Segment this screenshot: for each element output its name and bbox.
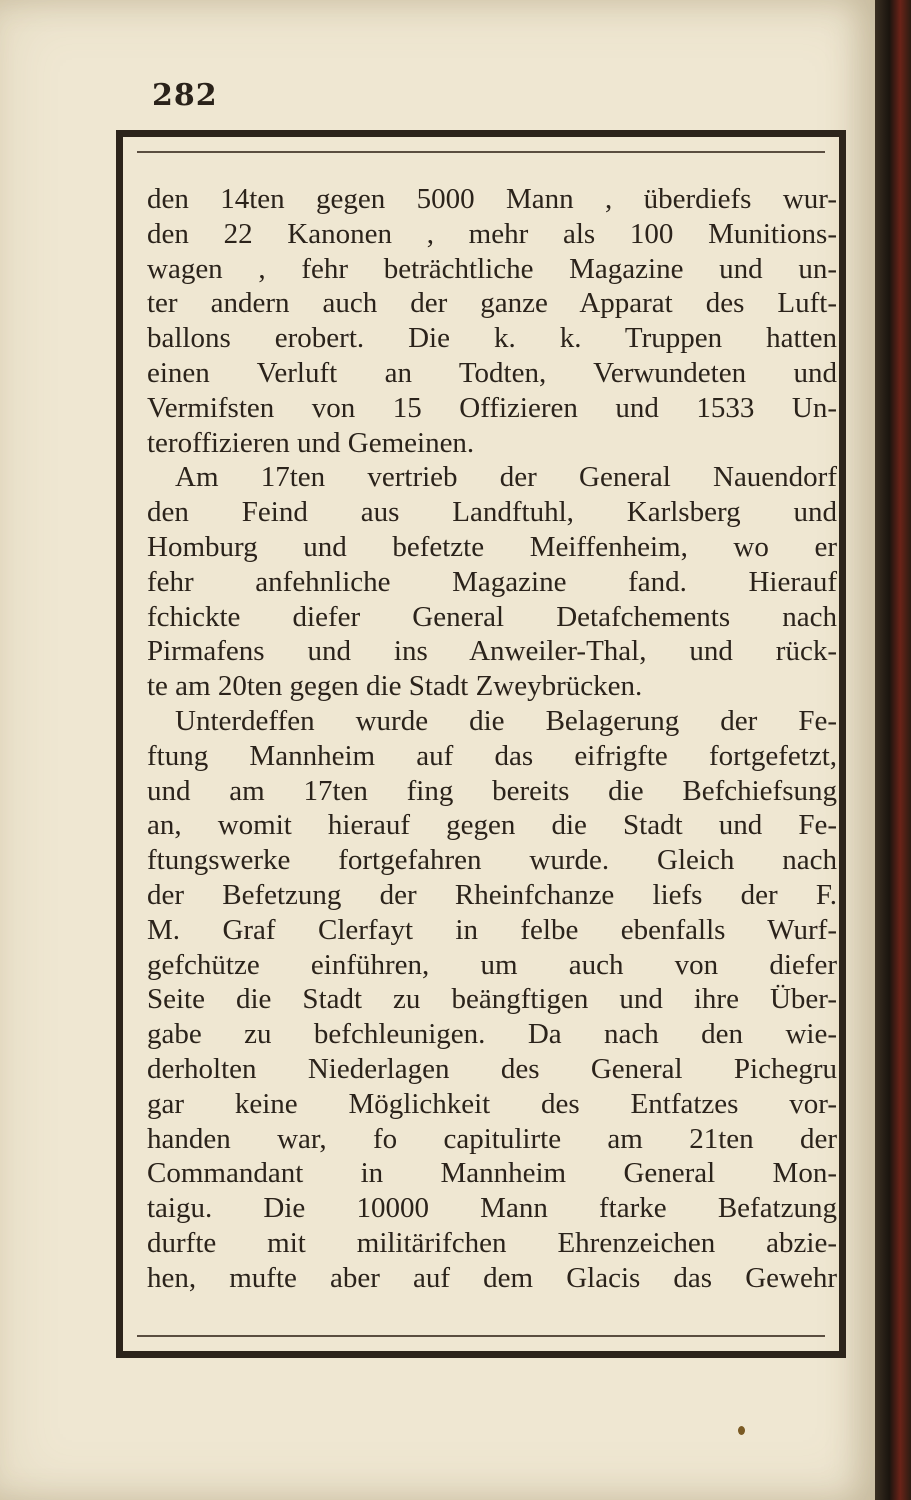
book-spine-edge: [875, 0, 911, 1500]
text-line: Homburg und befetzte Meiffenheim, wo er: [147, 530, 837, 563]
ink-spot: [738, 1426, 745, 1435]
text-line: Am 17ten vertrieb der General Nauendorf: [175, 461, 837, 494]
page-number: 282: [152, 78, 218, 113]
text-line: gabe zu befchleunigen. Da nach den wie-: [147, 1018, 837, 1051]
text-line: gefchütze einführen, um auch von diefer: [147, 948, 837, 981]
text-line: den Feind aus Landftuhl, Karlsberg und: [147, 496, 837, 529]
text-line: durfte mit militärifchen Ehrenzeichen abzie-: [147, 1226, 837, 1259]
text-line: derholten Niederlagen des General Pichegru: [147, 1052, 837, 1085]
text-line: den 14ten gegen 5000 Mann , überdiefs wur-: [147, 183, 837, 215]
text-line: te am 20ten gegen die Stadt Zweybrücken.: [147, 670, 643, 703]
text-line: Commandant in Mannheim General Mon-: [147, 1157, 837, 1190]
text-line: an, womit hierauf gegen die Stadt und Fe-: [147, 809, 837, 842]
text-line: Vermifsten von 15 Offizieren und 1533 Un-: [147, 391, 837, 424]
text-line: ftung Mannheim auf das eifrigfte fortgefetzt,: [147, 739, 837, 772]
text-line: hen, mufte aber auf dem Glacis das Gewehr: [147, 1261, 837, 1294]
text-line: ballons erobert. Die k. k. Truppen hatten: [147, 322, 837, 355]
text-line: ftungswerke fortgefahren wurde. Gleich nach: [147, 844, 837, 877]
text-line: fchickte diefer General Detafchements nach: [147, 600, 837, 633]
text-line: teroffizieren und Gemeinen.: [147, 426, 475, 459]
text-line: handen war, fo capitulirte am 21ten der: [147, 1122, 837, 1155]
text-line: den 22 Kanonen , mehr als 100 Munitions-: [147, 217, 837, 250]
text-line: der Befetzung der Rheinfchanze liefs der F.: [147, 878, 837, 911]
text-line: fehr anfehnliche Magazine fand. Hierauf: [147, 565, 837, 598]
text-line: wagen , fehr beträchtliche Magazine und un-: [147, 252, 837, 285]
text-line: Pirmafens und ins Anweiler-Thal, und rück-: [147, 635, 837, 668]
text-line: M. Graf Clerfayt in felbe ebenfalls Wurf-: [147, 913, 837, 946]
text-line: gar keine Möglichkeit des Entfatzes vor-: [147, 1087, 837, 1120]
body-text: [147, 182, 837, 1296]
text-line: einen Verluft an Todten, Verwundeten und: [147, 356, 837, 389]
text-line: und am 17ten fing bereits die Befchiefsung: [147, 774, 837, 807]
text-line: Seite die Stadt zu beängftigen und ihre Über-: [147, 983, 837, 1016]
text-line: Unterdeffen wurde die Belagerung der Fe-: [175, 704, 837, 737]
text-line: ter andern auch der ganze Apparat des Luft-: [147, 287, 837, 320]
text-line: taigu. Die 10000 Mann ftarke Befatzung: [147, 1192, 837, 1225]
